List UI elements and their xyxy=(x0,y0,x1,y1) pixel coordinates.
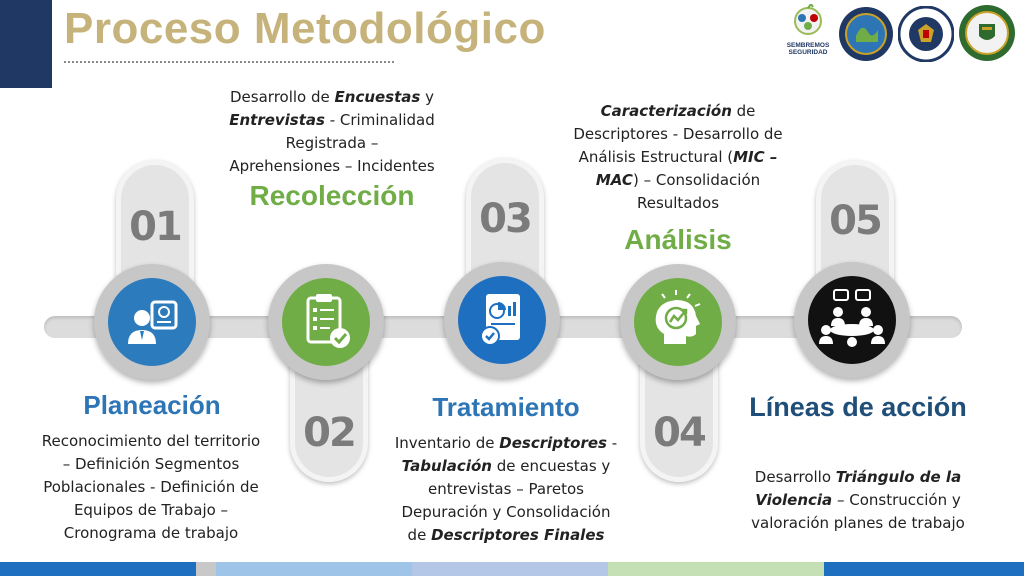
footer-segment-3 xyxy=(216,562,412,576)
emphasis-text: Entrevistas xyxy=(229,111,325,129)
emphasis-text: Caracterización xyxy=(600,102,732,120)
step-5-number: 05 xyxy=(829,198,881,244)
description-text: - Criminalidad xyxy=(324,111,435,129)
step-1-stage-title: Planeación xyxy=(83,390,221,420)
step-3-stage-title: Tratamiento xyxy=(432,392,580,422)
description-line xyxy=(22,430,280,453)
description-line xyxy=(388,432,624,455)
description-text: Cronograma de trabajo xyxy=(63,524,239,542)
description-text: y xyxy=(420,88,434,106)
description-text: Equipos de Trabajo – xyxy=(73,501,229,519)
emphasis-text: Descriptores xyxy=(499,434,607,452)
step-2-circle xyxy=(268,264,384,380)
description-text: entrevistas – Paretos xyxy=(428,480,584,498)
footer-segment-2 xyxy=(196,562,216,576)
description-text: de xyxy=(731,102,756,120)
description-line xyxy=(556,146,800,169)
footer-segment-6 xyxy=(824,562,1024,576)
description-text: Inventario de xyxy=(394,434,500,452)
description-text: - xyxy=(606,434,618,452)
step-4-circle xyxy=(620,264,736,380)
step-5-stage-title-text: Líneas de acción xyxy=(749,392,967,422)
step-1-number: 01 xyxy=(129,204,181,250)
footer-color-bar xyxy=(0,562,1024,576)
step-5-description xyxy=(734,466,982,535)
description-line xyxy=(22,499,280,522)
logo-us-embassy xyxy=(898,6,954,62)
footer-segment-1 xyxy=(0,562,196,576)
logo-policia-nacional xyxy=(958,4,1016,62)
description-line xyxy=(214,86,450,109)
description-text: de encuestas y xyxy=(491,457,611,475)
step-3-description xyxy=(388,432,624,547)
description-line xyxy=(734,489,982,512)
emphasis-text: Violencia xyxy=(755,491,833,509)
step-1-description xyxy=(22,430,280,545)
description-line xyxy=(556,100,800,123)
page-title: Proceso Metodológico xyxy=(64,4,546,53)
team-meeting-icon xyxy=(808,276,896,364)
description-line xyxy=(734,512,982,535)
description-line xyxy=(556,169,800,192)
description-line xyxy=(556,192,800,215)
logo-ministerio-seguridad xyxy=(838,6,894,62)
us-embassy-seal-icon xyxy=(898,6,954,62)
step-4-number: 04 xyxy=(653,410,705,456)
description-line xyxy=(388,501,624,524)
sembremos-seguridad-logo-icon xyxy=(780,4,836,42)
report-chart-icon xyxy=(458,276,546,364)
step-4-stage-title: Análisis xyxy=(624,224,732,255)
step-5-circle xyxy=(794,262,910,378)
description-text: – Construcción y xyxy=(832,491,961,509)
emphasis-text: Encuestas xyxy=(334,88,421,106)
description-text: Aprehensiones – Incidentes xyxy=(229,157,435,175)
description-line xyxy=(22,476,280,499)
description-text: Desarrollo xyxy=(754,468,836,486)
description-line xyxy=(388,455,624,478)
description-line xyxy=(388,524,624,547)
description-line xyxy=(214,109,450,132)
step-4-description xyxy=(556,100,800,215)
logo-sembremos-seguridad xyxy=(780,4,836,66)
description-text: Poblacionales - Definición de xyxy=(43,478,259,496)
emphasis-text: MIC – xyxy=(733,148,778,166)
description-text: Registrada – xyxy=(285,134,379,152)
description-line xyxy=(388,478,624,501)
description-text: ) – Consolidación xyxy=(632,171,761,189)
emphasis-text: MAC xyxy=(595,171,633,189)
emphasis-text: Triángulo de la xyxy=(835,468,962,486)
step-1-circle xyxy=(94,264,210,380)
emphasis-text: Tabulación xyxy=(401,457,492,475)
description-text: Resultados xyxy=(636,194,720,212)
description-line xyxy=(22,522,280,545)
description-text: valoración planes de trabajo xyxy=(751,514,965,532)
sembremos-seguridad-logo-text: SEMBREMOS SEGURIDAD xyxy=(786,42,830,56)
description-text: de xyxy=(407,526,432,544)
description-line xyxy=(214,155,450,178)
head-growth-icon xyxy=(634,278,722,366)
description-line xyxy=(556,123,800,146)
policia-nacional-seal-icon xyxy=(958,4,1016,62)
title-accent-bar xyxy=(0,0,52,88)
description-text: Descriptores - Desarrollo de xyxy=(573,125,783,143)
ministerio-seguridad-seal-icon xyxy=(838,6,894,62)
description-line xyxy=(22,453,280,476)
description-text: Reconocimiento del territorio xyxy=(41,432,261,450)
footer-segment-5 xyxy=(608,562,824,576)
description-text: Depuración y Consolidación xyxy=(401,503,611,521)
step-2-number: 02 xyxy=(303,410,355,456)
footer-segment-4 xyxy=(412,562,608,576)
title-underline xyxy=(64,61,394,63)
user-presenter-icon xyxy=(108,278,196,366)
emphasis-text: Descriptores Finales xyxy=(431,526,605,544)
description-line xyxy=(214,132,450,155)
description-text: Desarrollo de xyxy=(230,88,335,106)
step-3-circle xyxy=(444,262,560,378)
step-2-description xyxy=(214,86,450,178)
clipboard-check-icon xyxy=(282,278,370,366)
step-3-number: 03 xyxy=(479,196,531,242)
description-text: Análisis Estructural ( xyxy=(578,148,734,166)
step-2-stage-title: Recolección xyxy=(249,180,415,211)
description-line xyxy=(734,466,982,489)
description-text: – Definición Segmentos xyxy=(62,455,240,473)
step-5-stage-title xyxy=(740,390,976,424)
